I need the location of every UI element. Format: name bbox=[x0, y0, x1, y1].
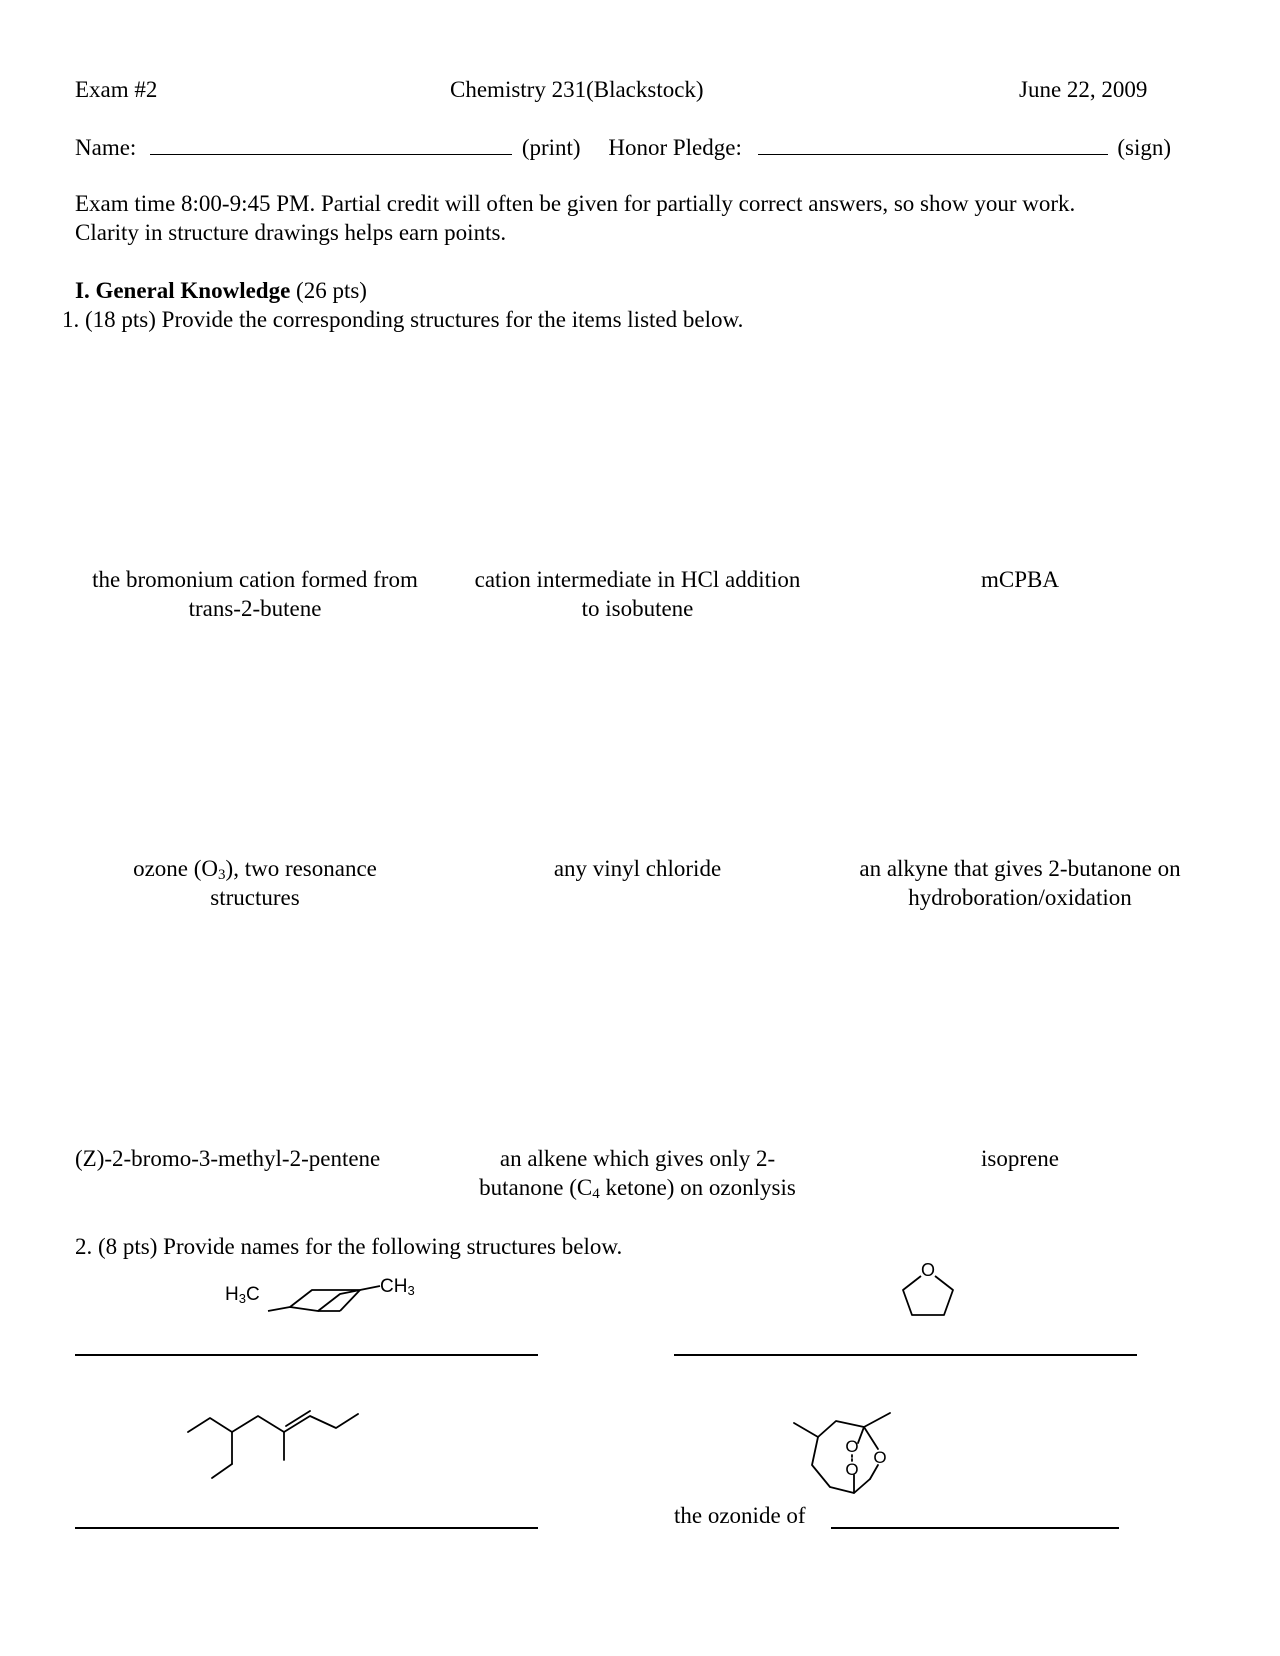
item-line: structures bbox=[210, 885, 300, 910]
bond bbox=[818, 1421, 864, 1437]
item-isoprene bbox=[830, 1144, 1210, 1173]
bond bbox=[858, 1427, 864, 1443]
structure-2-ring bbox=[898, 1256, 958, 1326]
item-line bbox=[60, 854, 450, 883]
item-subscript: 3 bbox=[218, 867, 226, 883]
item-line: cation intermediate in HCl addition bbox=[474, 567, 801, 592]
question-2-prompt: 2. (8 pts) Provide names for the following structures below. bbox=[75, 1234, 623, 1259]
atom-subscript: 3 bbox=[407, 1283, 415, 1298]
answer-line-1[interactable] bbox=[75, 1354, 538, 1356]
atom-label: CH bbox=[380, 1276, 408, 1297]
structure-1-left-group bbox=[225, 1284, 260, 1306]
name-field[interactable] bbox=[150, 132, 512, 155]
ozonide-label: the ozonide of bbox=[674, 1503, 806, 1528]
item-subscript: 4 bbox=[592, 1186, 600, 1202]
item-text: ), two resonance bbox=[225, 856, 377, 881]
exam-number: Exam #2 bbox=[75, 77, 158, 102]
bond bbox=[812, 1437, 870, 1493]
section-points: (26 pts) bbox=[296, 278, 367, 303]
instructions-line-2: Clarity in structure drawings helps earn points. bbox=[75, 220, 507, 245]
sign-label: (sign) bbox=[1117, 135, 1172, 160]
honor-pledge-label: Honor Pledge: bbox=[608, 135, 742, 160]
section-title: I. General Knowledge bbox=[75, 278, 291, 303]
item-bromonium bbox=[60, 565, 450, 623]
question-1-prompt: 1. (18 pts) Provide the corresponding structures for the items listed below. bbox=[62, 307, 744, 332]
instructions-line-1: Exam time 8:00-9:45 PM. Partial credit will often be given for partially correct answers, so show your work. bbox=[75, 191, 1076, 216]
exam-date: June 22, 2009 bbox=[1019, 77, 1148, 102]
item-line: an alkene which gives only 2- bbox=[499, 1146, 776, 1171]
structure-2-oxygen: O bbox=[920, 1260, 936, 1280]
print-label: (print) bbox=[521, 135, 581, 160]
bond bbox=[864, 1413, 890, 1427]
item-mcpba bbox=[830, 565, 1210, 594]
item-line: to isobutene bbox=[581, 596, 694, 621]
section-heading bbox=[75, 276, 367, 305]
item-line: hydroboration/oxidation bbox=[908, 885, 1132, 910]
answer-line-4[interactable] bbox=[831, 1527, 1119, 1529]
item-alkyne bbox=[830, 854, 1210, 912]
item-alkene-ozonolysis bbox=[445, 1144, 830, 1202]
course-title: Chemistry 231(Blackstock) bbox=[450, 77, 704, 102]
bond bbox=[864, 1427, 878, 1449]
structure-1-chair bbox=[260, 1282, 390, 1320]
bond bbox=[188, 1414, 358, 1432]
atom-label: C bbox=[245, 1284, 260, 1305]
oxygen-atom: O bbox=[873, 1448, 887, 1467]
item-line: an alkyne that gives 2-butanone on bbox=[859, 856, 1181, 881]
item-line: any vinyl chloride bbox=[553, 856, 722, 881]
signature-field[interactable] bbox=[758, 132, 1108, 155]
bond bbox=[268, 1290, 360, 1311]
name-row bbox=[75, 132, 1171, 162]
structure-4-ozonide bbox=[790, 1405, 910, 1505]
bond bbox=[212, 1464, 232, 1478]
item-text: ketone) on ozonlysis bbox=[599, 1175, 796, 1200]
item-cation-intermediate bbox=[445, 565, 830, 623]
item-bromo-pentene: (Z)-2-bromo-3-methyl-2-pentene bbox=[75, 1146, 381, 1171]
item-vinyl-chloride bbox=[445, 854, 830, 883]
item-text: ozone (O bbox=[133, 856, 219, 881]
bond bbox=[903, 1276, 953, 1315]
oxygen-atom: O bbox=[845, 1437, 859, 1456]
item-line: the bromonium cation formed from bbox=[92, 567, 418, 592]
answer-line-3[interactable] bbox=[75, 1527, 538, 1529]
item-ozone bbox=[60, 854, 450, 912]
item-line: isoprene bbox=[981, 1146, 1059, 1171]
structure-3-skeletal bbox=[180, 1400, 380, 1490]
bond bbox=[870, 1465, 878, 1479]
atom-label: H bbox=[225, 1284, 239, 1305]
item-text: butanone (C bbox=[479, 1175, 593, 1200]
answer-line-2[interactable] bbox=[674, 1354, 1137, 1356]
oxygen-atom: O bbox=[845, 1460, 859, 1479]
item-line: mCPBA bbox=[981, 567, 1059, 592]
bond bbox=[794, 1423, 818, 1437]
item-line bbox=[445, 1173, 830, 1202]
bond bbox=[360, 1286, 380, 1290]
atom-subscript: 3 bbox=[238, 1291, 246, 1306]
item-line: trans-2-butene bbox=[188, 596, 322, 621]
name-label: Name: bbox=[75, 135, 137, 160]
